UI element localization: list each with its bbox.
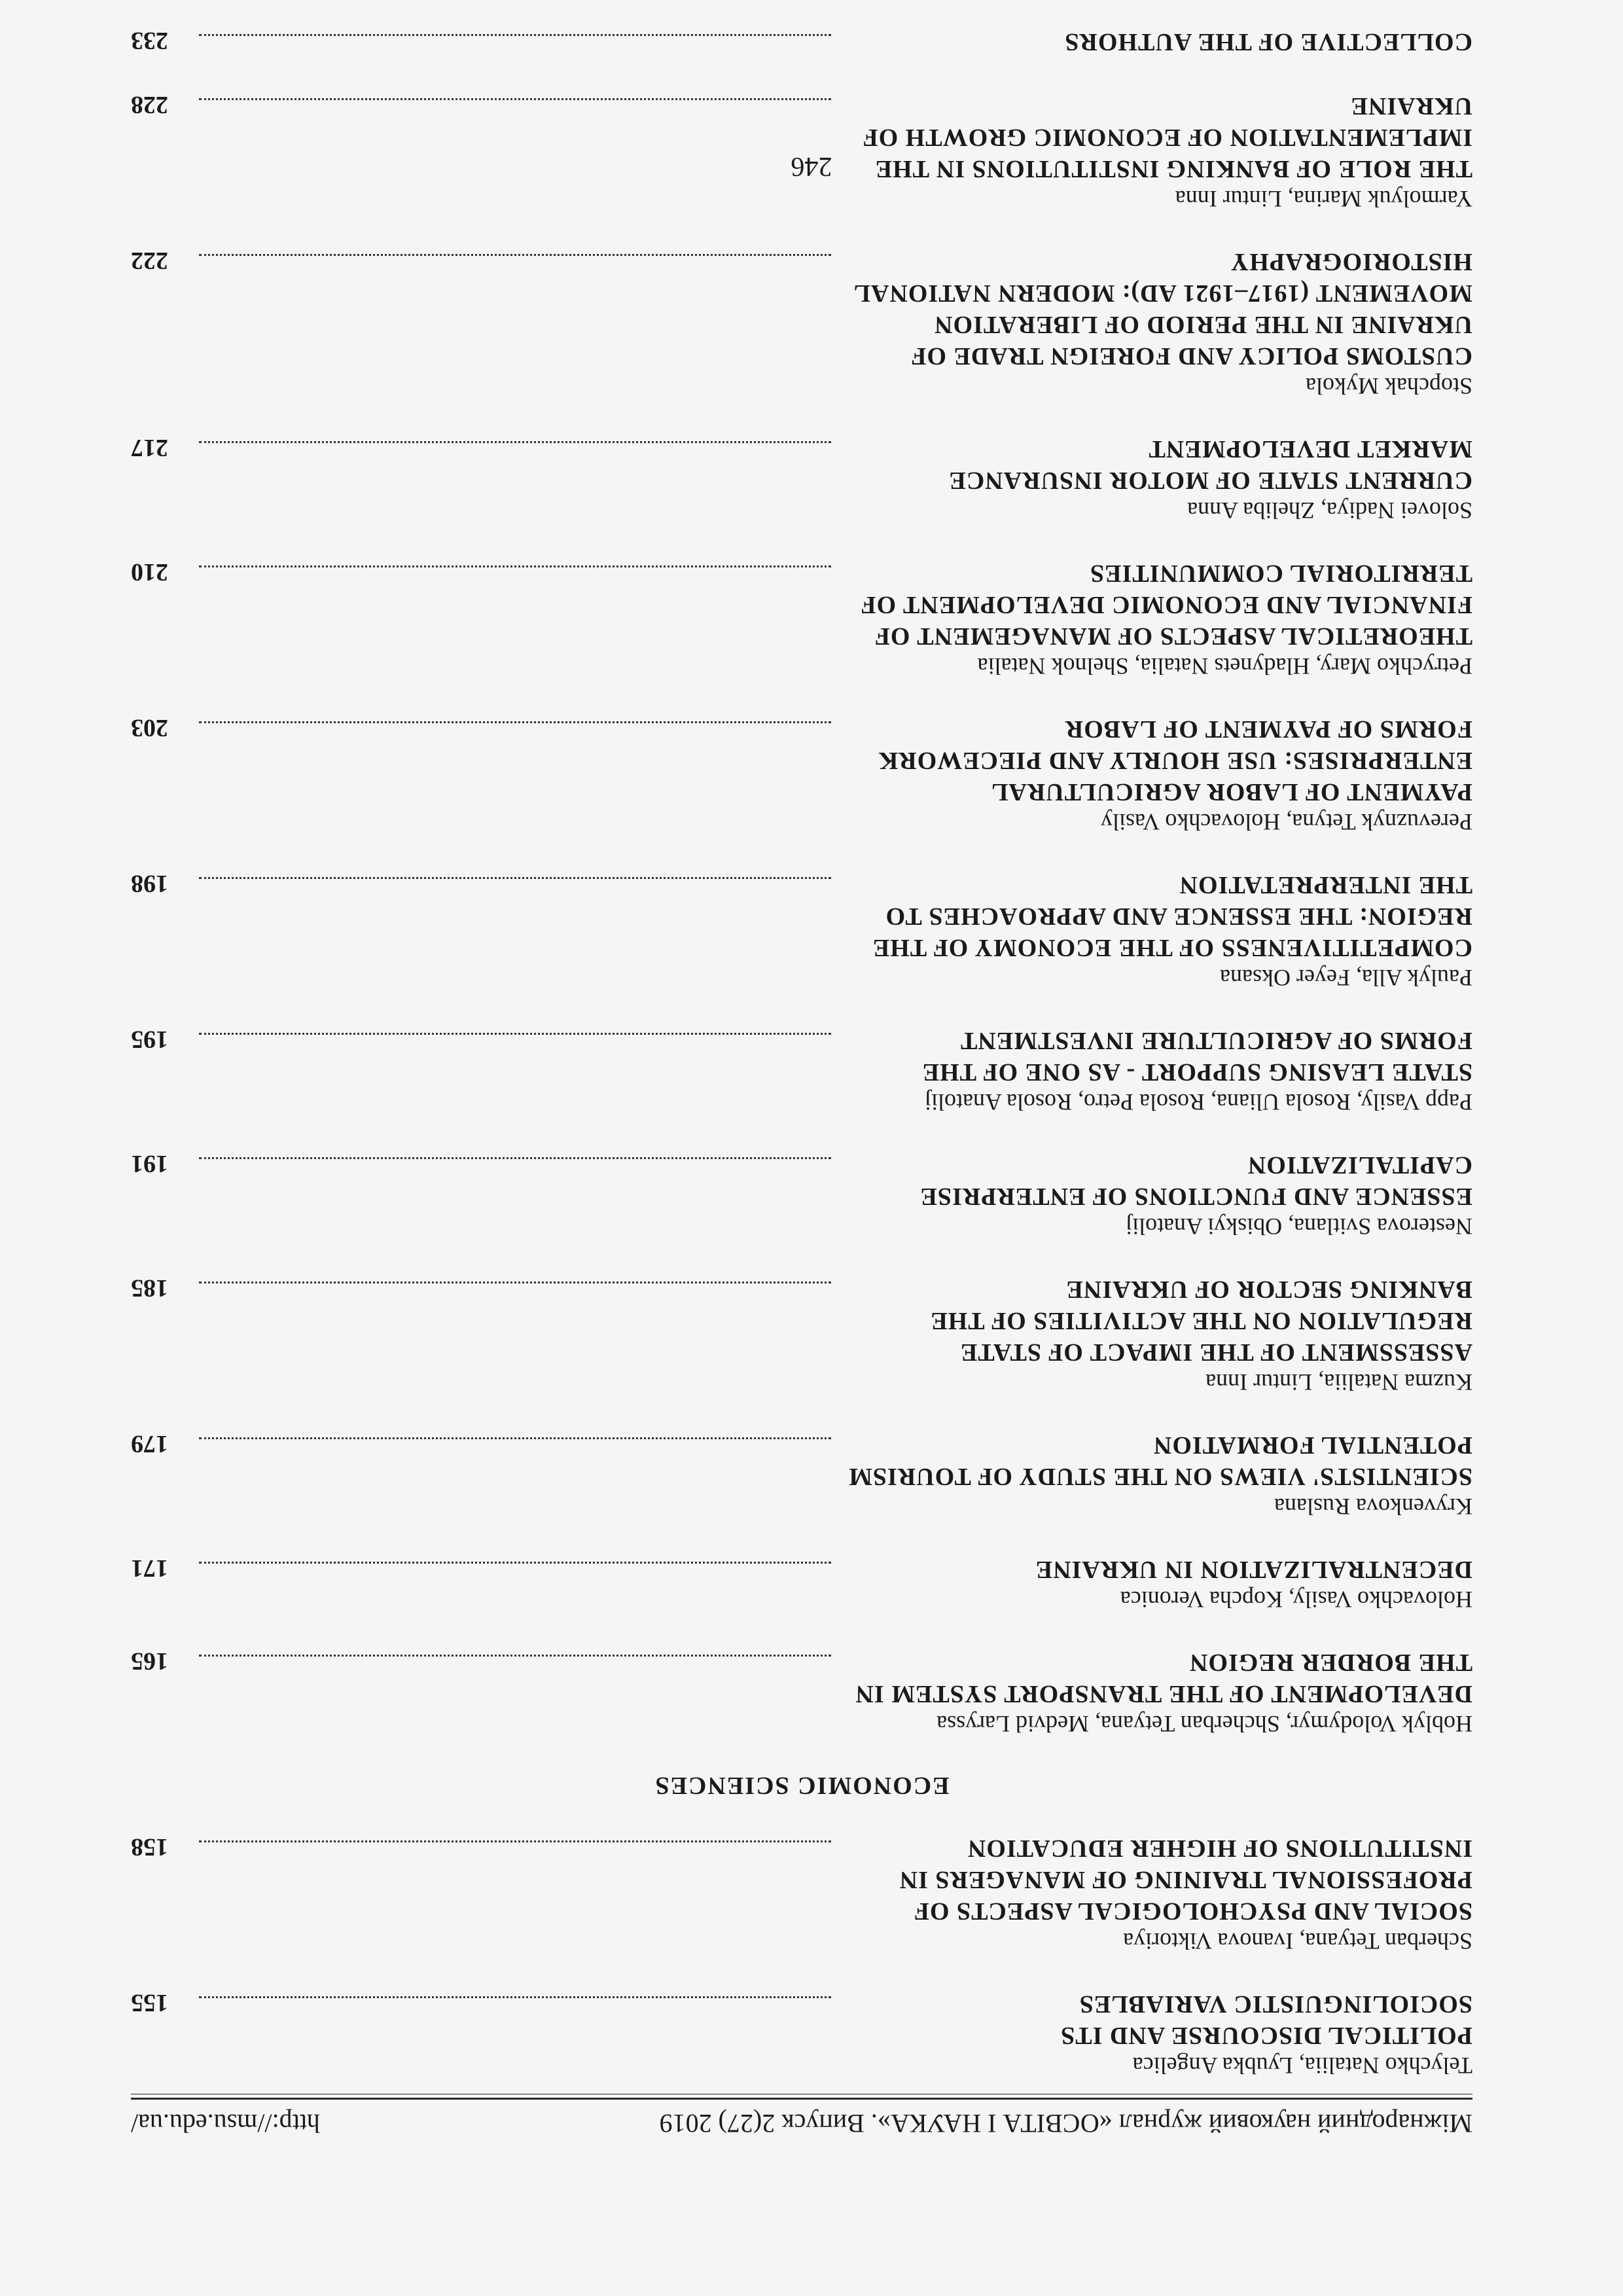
toc-entry-authors: Solovei Nadiya, Zheliba Anna xyxy=(1187,497,1472,524)
toc-entry-title: THEORETICAL ASPECTS OF MANAGEMENT OF FINANCIAL AND ECONOMIC DEVELOPMENT OF TERRITORIAL COMMUNITIES xyxy=(861,560,1472,650)
toc-entry-title: COMPETITIVENESS OF THE ECONOMY OF THE REGION: THE ESSENCE AND APPROACHES TO THE INTERPRETATION xyxy=(872,871,1472,961)
toc-entry-title: CURRENT STATE OF MOTOR INSURANCE MARKET DEVELOPMENT xyxy=(948,435,1472,494)
toc-entry-title-row xyxy=(131,26,1472,58)
toc-entry xyxy=(131,26,1472,58)
toc-entry-title-row xyxy=(131,1833,1472,1927)
toc-entry xyxy=(131,1274,1472,1397)
toc-entry-title: THE ROLE OF BANKING INSTITUTIONS IN THE IMPLEMENTATION OF ECONOMIC GROWTH OF UKRAINE xyxy=(863,92,1472,183)
toc-entry-authors: Yarmolyuk Marina, Lintur Inna xyxy=(1175,186,1472,212)
toc-entry-page: 217 xyxy=(131,434,168,461)
toc-entry xyxy=(131,1025,1472,1117)
toc-entry xyxy=(131,558,1472,681)
leader-dots xyxy=(199,441,831,443)
toc-entry xyxy=(131,433,1472,525)
toc-entry-title: COLLECTIVE OF THE AUTHORS xyxy=(1064,28,1472,56)
toc-entry-page: 222 xyxy=(131,247,168,274)
journal-url: http://msu.edu.ua/ xyxy=(131,2109,320,2138)
toc-entry-page: 195 xyxy=(131,1026,168,1053)
toc-entry-page: 203 xyxy=(131,714,168,742)
toc-entry-authors: Nesterova Svitlana, Obiskyi Anatolij xyxy=(1126,1213,1472,1240)
toc-entry-page: 233 xyxy=(131,27,168,54)
toc-entry-page: 171 xyxy=(131,1554,168,1582)
toc-entry xyxy=(131,869,1472,992)
toc-entry-page: 210 xyxy=(131,558,168,586)
toc-entry-authors: Kryvenkova Ruslana xyxy=(1274,1494,1472,1520)
toc-entry-title-row xyxy=(131,713,1472,808)
toc-entry-title-row xyxy=(131,869,1472,963)
leader-dots xyxy=(199,1996,831,1998)
toc-entry-title-row xyxy=(131,558,1472,652)
page-number: 246 xyxy=(791,151,832,181)
leader-dots xyxy=(199,1655,831,1657)
toc-entry-title: STATE LEASING SUPPORT - AS ONE OF THE FORMS OF AGRICULTURE INVESTMENT xyxy=(921,1027,1472,1086)
leader-dots xyxy=(199,1562,831,1564)
toc-entry-authors: Telychko Nataliia, Lyubka Angelica xyxy=(1132,2053,1472,2079)
leader-dots xyxy=(199,1437,831,1439)
journal-title: Міжнародний науковий журнал «ОСВІТА І НАУКА». Випуск 2(27) 2019 xyxy=(659,2109,1472,2138)
toc-entry-page: 198 xyxy=(131,870,168,897)
leader-dots xyxy=(199,877,831,879)
leader-dots xyxy=(199,721,831,723)
toc-entry-authors: Scherban Tetyana, Ivanova Viktoriya xyxy=(1123,1928,1472,1954)
toc-entry-title-row xyxy=(131,1647,1472,1710)
header-rule xyxy=(131,2098,1472,2100)
toc-entry-authors: Stopchak Mykola xyxy=(1306,373,1472,399)
toc-entry xyxy=(131,713,1472,836)
leader-dots xyxy=(199,98,831,100)
toc-entry-authors: Hoblyk Volodymyr, Shcherban Tetyana, Medvid Laryssa xyxy=(936,1711,1472,1737)
toc-entry-authors: Petrychko Mary, Hladynets Natalia, Shelnok Natalia xyxy=(977,653,1472,679)
leader-dots xyxy=(199,1033,831,1035)
leader-dots xyxy=(199,565,831,567)
leader-dots xyxy=(199,1840,831,1842)
toc-entry-authors: Paulyk Alla, Feyer Oksana xyxy=(1220,965,1472,991)
toc-entry-title-row xyxy=(131,1554,1472,1585)
running-header xyxy=(131,2100,1472,2139)
toc-entry-title-row xyxy=(131,246,1472,372)
toc-entry xyxy=(131,1647,1472,1738)
toc-entry-authors: Holovachko Vasily, Kopcha Veronica xyxy=(1120,1587,1472,1613)
toc-entry xyxy=(131,1149,1472,1241)
toc-entry-title-row xyxy=(131,1274,1472,1368)
toc-entry-title-row xyxy=(131,433,1472,496)
table-of-contents xyxy=(131,0,1472,2080)
toc-entry-title: POLITICAL DISCOURSE AND ITS SOCIOLINGUISTIC VARIABLES xyxy=(1060,1990,1472,2049)
toc-entry-page: 191 xyxy=(131,1150,168,1177)
leader-dots xyxy=(199,1157,831,1159)
toc-entry-title: PAYMENT OF LABOR AGRICULTURAL ENTERPRISES: USE HOURLY AND PIECEWORK FORMS OF PAYMENT OF LABOR xyxy=(878,715,1472,806)
toc-entry-title-row xyxy=(131,1025,1472,1088)
toc-entry-authors: Perevuznyk Tetyna, Holovachko Vasily xyxy=(1100,809,1472,835)
toc-entry-title: SCIENTISTS' VIEWS ON THE STUDY OF TOURISM POTENTIAL FORMATION xyxy=(847,1431,1472,1490)
toc-entry-title: CUSTOMS POLICY AND FOREIGN TRADE OF UKRAINE IN THE PERIOD OF LIBERATION MOVEMENT (1917–1921 AD): MODERN NATIONAL HISTORIOGRAPHY xyxy=(854,248,1472,370)
toc-entry xyxy=(131,246,1472,401)
toc-entry-title-row xyxy=(131,1149,1472,1212)
toc-entry-page: 179 xyxy=(131,1430,168,1458)
toc-entry-page: 165 xyxy=(131,1647,168,1675)
toc-entry-authors: Papp Vasily, Rosola Uliana, Rosola Petro, Rosola Anatolij xyxy=(925,1089,1472,1115)
toc-entry-title-row xyxy=(131,1988,1472,2051)
toc-entry-title: DECENTRALIZATION IN UKRAINE xyxy=(1035,1556,1472,1583)
section-heading: ECONOMIC SCIENCES xyxy=(654,1772,950,1799)
toc-entry-title-row xyxy=(131,1429,1472,1492)
toc-entry-page: 155 xyxy=(131,1989,168,2017)
toc-entry-title: ESSENCE AND FUNCTIONS OF ENTERPRISE CAPITALIZATION xyxy=(919,1151,1472,1210)
toc-entry xyxy=(131,1554,1472,1614)
toc-entry-title: ASSESSMENT OF THE IMPACT OF STATE REGULATION ON THE ACTIVITIES OF THE BANKING SECTOR OF UKRAINE xyxy=(930,1276,1472,1366)
toc-entry xyxy=(131,1833,1472,1956)
toc-entry xyxy=(131,1988,1472,2080)
toc-entry-page: 185 xyxy=(131,1274,168,1302)
toc-entry-page: 228 xyxy=(131,91,168,118)
leader-dots xyxy=(199,1282,831,1283)
toc-entry-authors: Kuzma Nataliia, Lintur Inna xyxy=(1205,1369,1472,1395)
toc-entry-page: 158 xyxy=(131,1833,168,1861)
leader-dots xyxy=(199,34,831,36)
toc-entry-title: SOCIAL AND PSYCHOLOGICAL ASPECTS OF PROFESSIONAL TRAINING OF MANAGERS IN INSTITUTIONS OF HIGHER EDUCATION xyxy=(899,1835,1472,1925)
leader-dots xyxy=(199,254,831,256)
toc-entry xyxy=(131,1429,1472,1521)
toc-entry-title: DEVELOPMENT OF THE TRANSPORT SYSTEM IN THE BORDER REGION xyxy=(855,1649,1472,1708)
